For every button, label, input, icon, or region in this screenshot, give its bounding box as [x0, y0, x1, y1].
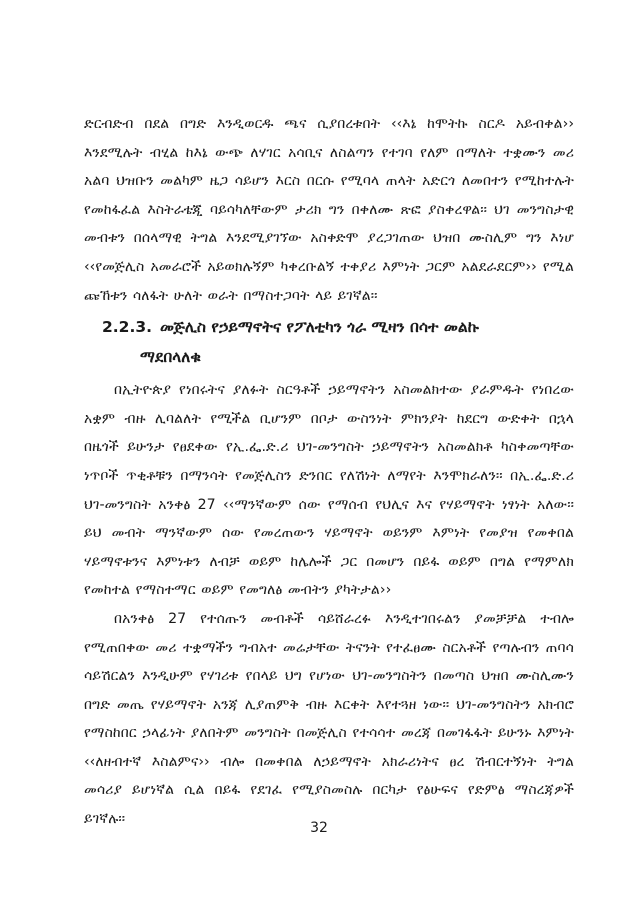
page-number: 32 — [310, 820, 328, 836]
section-title-continuation: ማደበላለቁ — [140, 348, 201, 367]
section-title: መጅሊስ የኃይማኖትና የፖለቲካን ጎራ ሚዛን በሳተ መልኩ — [160, 318, 479, 337]
section-number: 2.2.3. — [102, 318, 153, 337]
paragraph-constitution: በኢትዮጵያ የነበሩትና ያለፉት ስርዓቶች ኃይማኖትን አስመልክተው ያራምዱት የነበረው አቋም ብዙ ሊባልለት የሚችል ቢሆንም በቦታ ውስንነት ምክንያት ከደርግ ውድቀት በኋላ በዜጎች ይሁንታ የፀደቀው የኢ.ፌ.ድ.ሪ ህገ-መንግስት ኃይማኖትን አስመልክቶ ካስቀመጣቸው ነጥቦች ጥቂቶቹን በማንሳት የመጅሊስን ድንበር የለሽነት ለማየት እንሞክራለን፡፡ በኢ.ፌ.ድ.ሪ ህገ-መንግስት አንቀፅ 27 ‹‹ማንኛውም ሰው የማሰብ የህሊና እና የሃይማኖት ነፃነት አለው፡፡ ይህ መብት ማንኛውም ሰው የመረጠውን ሃይማኖት ወይንም እምነት የመያዝ የመቀበል ሃይማኖቱንና እምነቱን ለብቻ ወይም ከሌሎች ጋር በመሆን በይፋ ወይም በግል የማምለክ የመከተል የማስተማር ወይም የመግለፅ መብትን ያካትታል›› — [84, 382, 574, 599]
section-heading — [84, 312, 574, 342]
paragraph-article-27: በአንቀፅ 27 የተሰጡን መብቶች ሳይሸራረፉ እንዲተገበሩልን ያመቻቻል ተብሎ የሚጠበቀው መሪ ተቋማችን ግብአተ መሬታቸው ትናንት የተፈፀሙ ስርአቶች የጣሉብን ጠባሳ ሳይሽርልን እንዲሁም የሃገሪቱ የበላይ ህግ የሆነው ህገ-መንግስትን በመጣስ ህዝበ ሙስሊሙን በግድ መጤ የሃይማኖት አንጃ ሊያጠምቅ ብዙ እርቀት እየተጓዘ ነው፡፡ ህገ-መንግስትን አክብሮ የማስከበር ኃላፊነት ያለበትም መንግስት በመጅሊስ የተሳሳተ መረጃ በመገፋፋት ይሁንኑ እምነት ‹‹ለዘብተኛ እስልምና›› ብሎ በመቀበል ለኃይማኖት አክራሪነትና ፀረ ሽብርተኝነት ትግል መሳሪያ ይሆነኛል ሲል በይፋ የደገፈ የሚያስመስሉ በርካታ የፅሁፍና የድምፅ ማስረጃዎች ይገኛሉ፡፡ — [84, 610, 574, 828]
paragraph-intro: ድርብድብ በደል በግድ እንዲወርዱ ጫና ሲያበረቱበት ‹‹እኔ ከሞትኩ ስርዶ አይብቀል›› እንደሚሉት ብሂል ከእኔ ውጭ ለሃገር አሳቢና ለስልጣን የተገባ የለም በማለት ተቋሙን መሪ አልባ ህዝቡን መልካም ዜጋ ሳይሆን እርስ በርሱ የሚባላ ጠላት አድርጎ ለመበተን የሚከተሉት የመከፋፈል እስትራቴጂ ባይሳካለቸውም ታሪክ ግን በቀለሙ ጽፎ ያስቀረዋል፡፡ ህገ መንግስታዊ መብቱን በሰላማዊ ትግል እንደሚያገኘው አስቀድሞ ያረጋገጠው ህዝበ ሙስሊም ግን እነሆ ‹‹የመጅሊስ አመራሮች አይወክሉኝም ካቀረቡልኝ ተቀያሪ እምነት ጋርም አልደራደርም›› የሚል ጩኸቱን ሳለፋት ሁለት ወራት በማስተጋባት ላይ ይገኛል፡፡ — [84, 116, 574, 304]
